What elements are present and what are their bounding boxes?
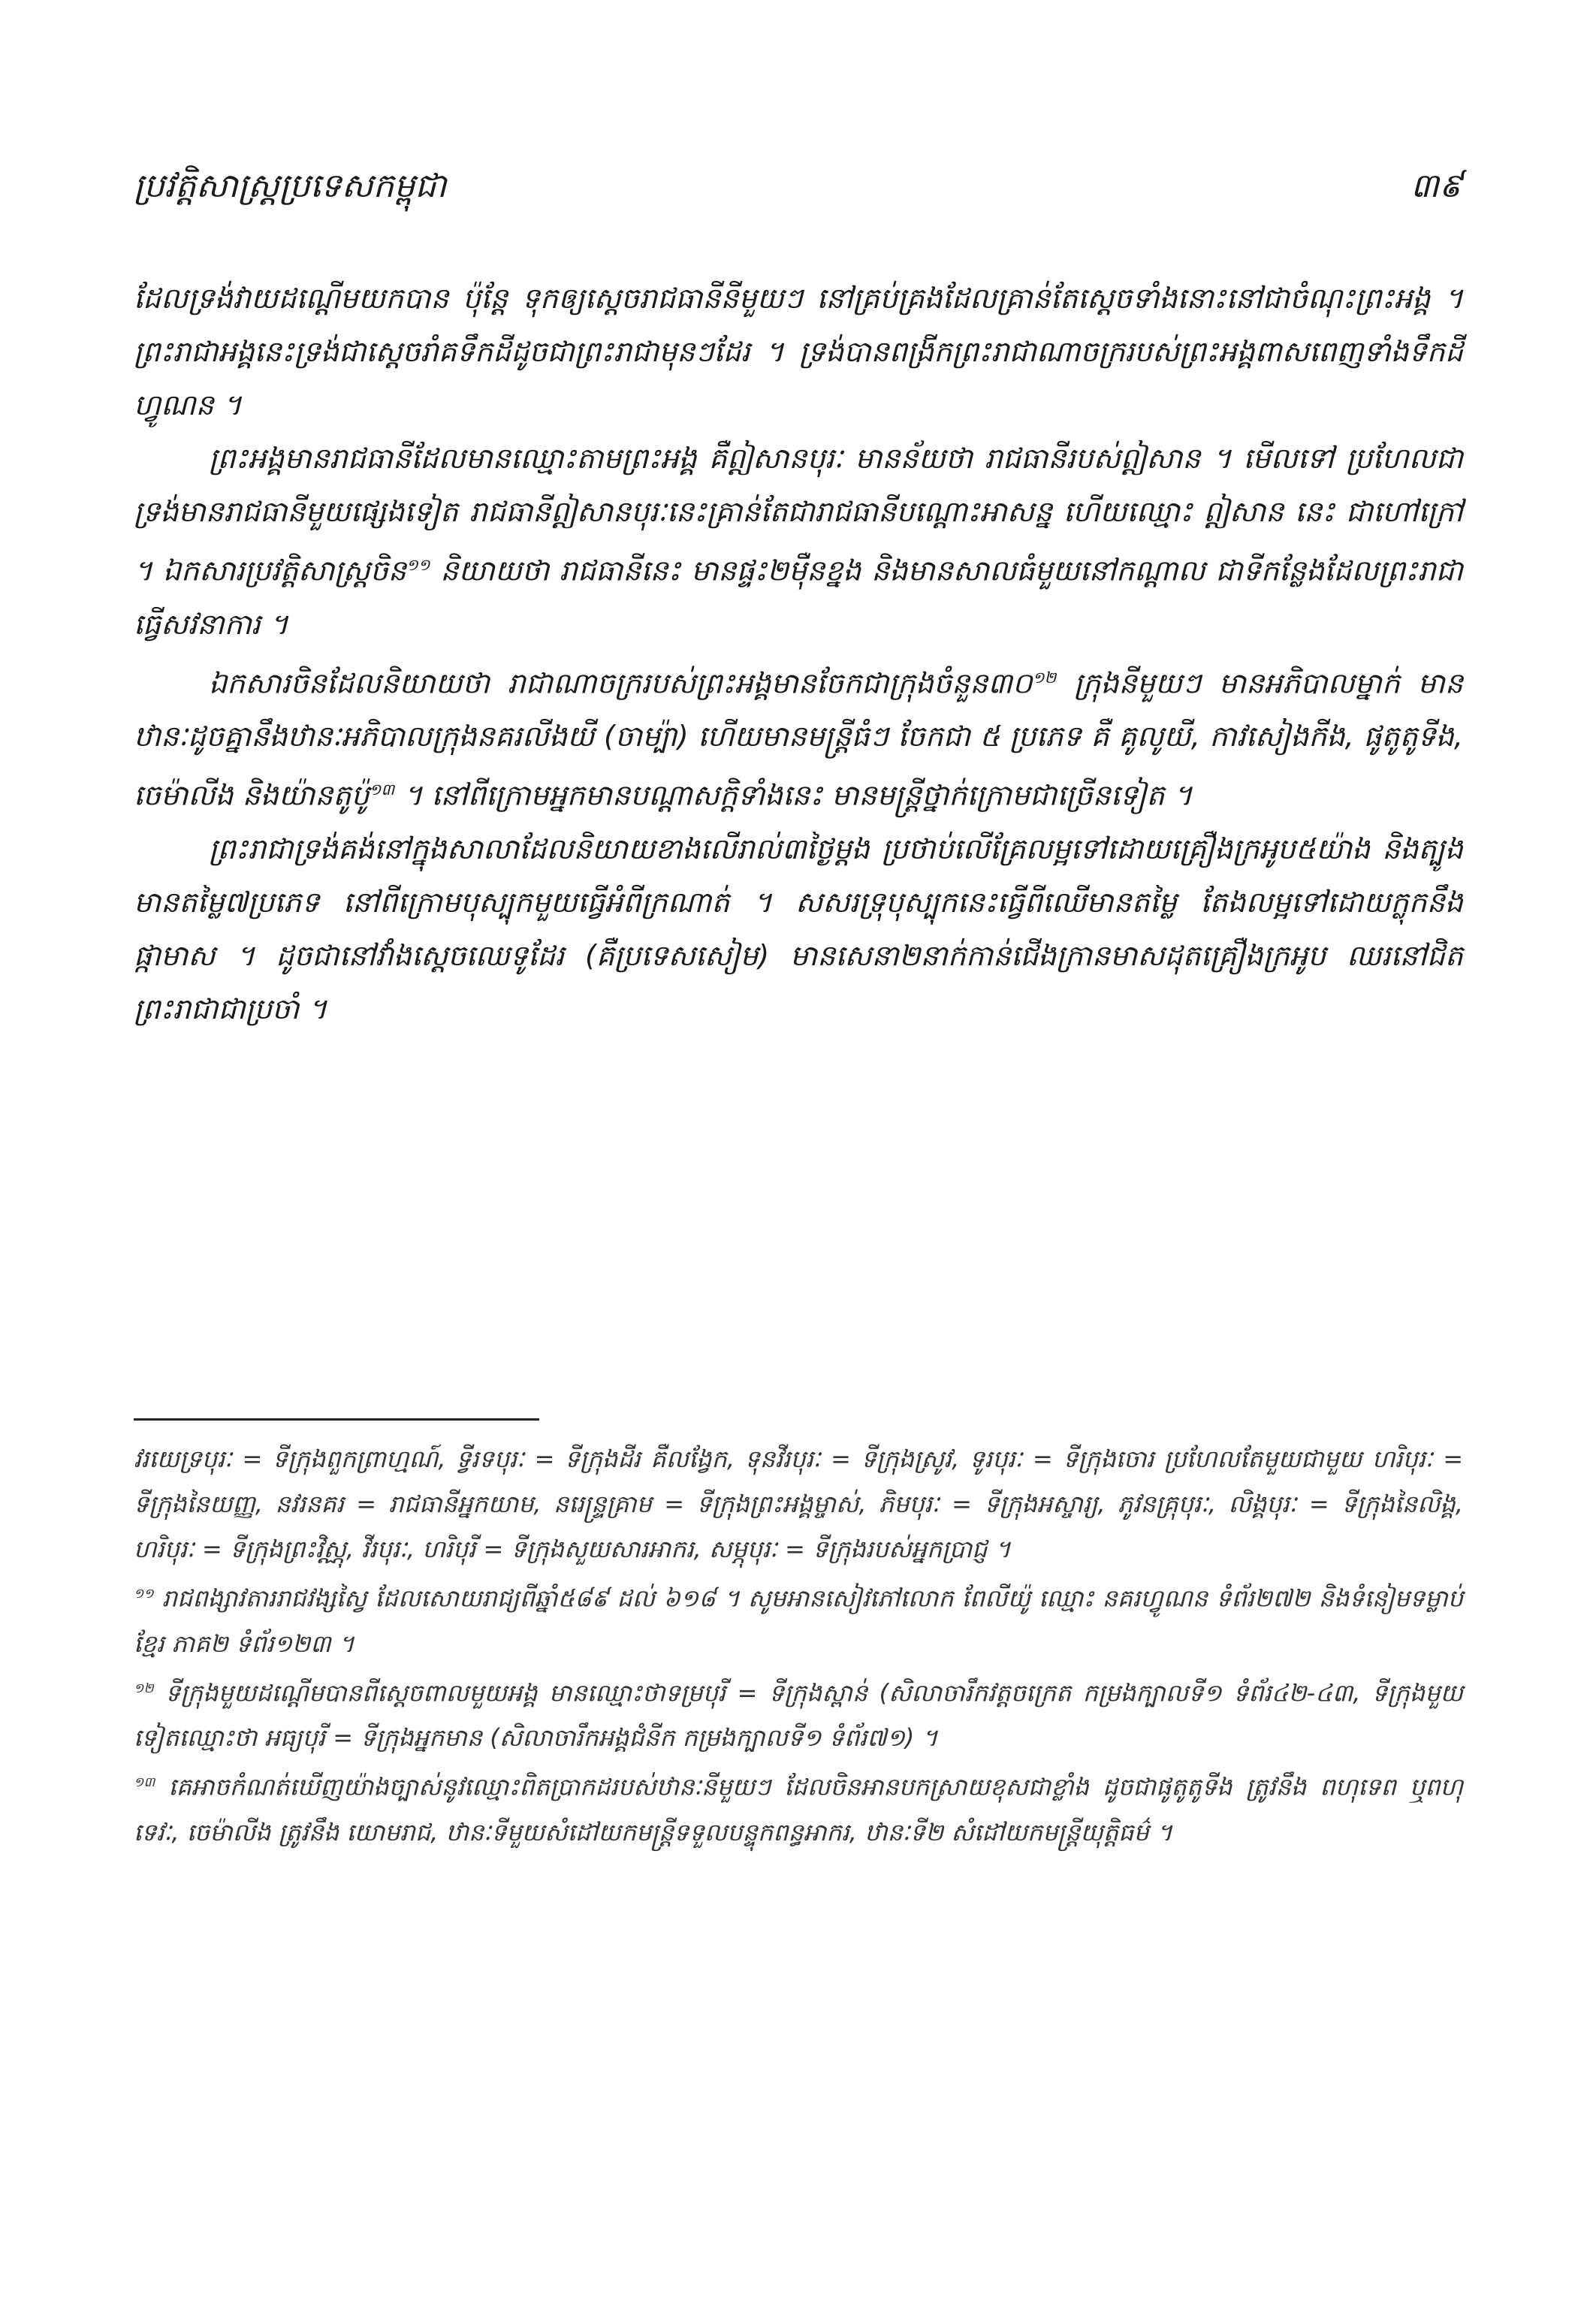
footnote-ref-13: ១៣ — [369, 781, 395, 799]
paragraph-2 — [134, 432, 1463, 651]
paragraph-3-text: ឯកសារចិនដែលនិយាយថា រាជាណាចក្ររបស់ព្រះអង្គមានចែកជាក្រុងចំនួន៣០ — [209, 666, 1033, 700]
paragraph-2-text: ព្រះអង្គមានរាជធានីដែលមានឈ្មោះតាមព្រះអង្គ គឺឦសានបុរៈ មានន័យថា រាជធានីរបស់ឦសាន ។ មើលទៅ ប្រហែលជាទ្រង់មានរាជធានីមួយផ្សេងទៀត រាជធានីឦសានបុរៈនេះគ្រាន់តែជារាជធានីបណ្ដោះអាសន្ន ហើយឈ្មោះ ឦសាន នេះ ជាហៅក្រៅ ។ ឯកសារប្រវត្តិសាស្ត្រចិន — [134, 442, 1463, 587]
paragraph-1: ដែលទ្រង់វាយដណ្ដើមយកបាន ប៉ុន្តែ ទុកឲ្យស្ដេចរាជធានីនីមួយៗ នៅគ្រប់គ្រងដែលគ្រាន់តែស្ដេចទាំងនោះនៅជាចំណុះព្រះអង្គ ។ ព្រះរាជាអង្គនេះទ្រង់ជាស្ដេចរាំគទឹកដីដូចជាព្រះរាជាមុនៗដែរ ។ ទ្រង់បានពង្រីកព្រះរាជាណាចក្ររបស់ព្រះអង្គពាសពេញទាំងទឹកដីហ្វូណន ។ — [134, 282, 1463, 421]
footnote-mark-12: ១២ — [134, 1680, 154, 1696]
footnote-ref-12: ១២ — [1032, 668, 1057, 687]
footnote-mark-11: ១១ — [134, 1587, 154, 1602]
page-header — [134, 159, 1462, 219]
footnotes — [134, 1436, 1463, 1855]
footnote-12 — [134, 1666, 1463, 1761]
footnote-ref-11: ១១ — [406, 556, 430, 574]
body-text — [134, 272, 1463, 1036]
footnote-continued: វរយេទ្របុរៈ = ទីក្រុងពួកព្រាហ្មណ៍, ទ្វីរទបុរៈ = ទីក្រុងដីរ គឺលង្វែក, ទុនវីរបុរៈ = ទីក្រុងស្រូវ, ទូរបុរៈ = ទីក្រុងចោរ ប្រហែលតែមួយជាមួយ ហរិបុរៈ = ទីក្រុងនៃយញ្ញ, នវរនគរ = រាជធានីអ្នកយាម, នរេន្ទ្រគ្រាម = ទីក្រុងព្រះអង្គម្ចាស់, ភិមបុរៈ = ទីក្រុងអស្ចារ្យ, ភូវនគ្រុបុរៈ, លិង្គបុរៈ = ទីក្រុងនៃលិង្គ, ហរិបុរៈ = ទីក្រុងព្រះវិស្ណុ, វីរបុរៈ, ហរិបុរី = ទីក្រុងសួយសារអាករ, សម្ភុបុរៈ = ទីក្រុងរបស់អ្នកប្រាជ្ញ ។ — [134, 1445, 1463, 1563]
running-title: ប្រវត្តិសាស្ត្រប្រទេសកម្ពុជា — [134, 167, 447, 205]
footnote-11-text: រាជពង្សាវតាររាជវង្សស្វៃ ដែលសោយរាជ្យពីឆ្នាំ៥៨៩ ដល់ ៦១៨ ។ សូមអានសៀវភៅលោក ពែលីយ៉ូ ឈ្មោះ នគរហ្វូណន ទំព័រ២៧២ និងទំនៀមទម្លាប់ខ្មែរ ភាគ២ ទំព័រ១២៣ ។ — [134, 1584, 1464, 1658]
paragraph-4: ព្រះរាជាទ្រង់គង់នៅក្នុងសាលាដែលនិយាយខាងលើរាល់៣ថ្ងៃម្ដង ប្រថាប់លើគ្រែលម្អទៅដោយគ្រឿងក្រអូប៥យ៉ាង និងត្បូងមានតម្លៃ៧ប្រភេទ នៅពីក្រោមបុស្បុកមួយធ្វើអំពីក្រណាត់ ។ សសរទ្រុបុស្បុកនេះធ្វើពីឈើមានតម្លៃ តែងលម្អទៅដោយក្លុកនឹងផ្កាមាស ។ ដូចជានៅវាំងស្ដេចឈេទូដែរ (គឺប្រទេសសៀម) មានសេនា២នាក់កាន់ជើងក្រានមាសដុតគ្រឿងក្រអូប ឈរនៅជិតព្រះរាជាជាប្រចាំ ។ — [134, 832, 1463, 1025]
paragraph-2-text-cont: និយាយថា រាជធានីនេះ មានផ្ទះ២ម៉ឺនខ្នង និងមានសាលធំមួយនៅកណ្ដាល ជាទីកន្លែងដែលព្រះរាជាធ្វើសវនាការ ។ — [134, 554, 1463, 641]
footnote-13-text: គេអាចកំណត់ឃើញយ៉ាងច្បាស់នូវឈ្មោះពិតប្រាកដរបស់ឋានៈនីមួយៗ ដែលចិនអានបកស្រាយខុសជាខ្លាំង ដូចជាផូតូតូទីង ត្រូវនឹង ពហុទេព ឬពហុទេវៈ, ចេម៉ាលីង ត្រូវនឹង យោមរាជ, ឋានៈទីមួយសំដៅយកមន្ត្រីទទួលបន្ទុកពន្ធអាករ, ឋានៈទី២ សំដៅយកមន្ត្រីយុត្តិធម៌ ។ — [134, 1772, 1463, 1847]
page-number: ៣៩ — [1410, 167, 1462, 205]
paragraph-3 — [134, 651, 1463, 823]
footnote-separator — [134, 1418, 539, 1421]
paragraph-3-text-cont2: ។ នៅពីក្រោមអ្នកមានបណ្ដាសក្តិទាំងនេះ មានមន្ត្រីថ្នាក់ក្រោមជាច្រើនទៀត ។ — [403, 778, 1193, 812]
footnote-13 — [134, 1760, 1463, 1855]
footnote-mark-13: ១៣ — [134, 1775, 155, 1791]
footnote-11 — [134, 1572, 1463, 1666]
footnote-12-text: ទីក្រុងមួយដណ្ដើមបានពីស្ដេចពាលមួយអង្គ មានឈ្មោះថាទម្របុរី = ទីក្រុងស្ពាន់ (សិលាចារឹកវត្តចក្រេត កម្រងក្បាលទី១ ទំព័រ៤២-៤៣, ទីក្រុងមួយទៀតឈ្មោះថា អធ្យបុរី = ទីក្រុងអ្នកមាន (សិលាចារឹកអង្គជំនីក កម្រងក្បាលទី១ ទំព័រ៧១) ។ — [134, 1678, 1463, 1753]
paragraph-3-text-cont: ក្រុងនីមួយៗ មានអភិបាលម្នាក់ មានឋានៈដូចគ្នានឹងឋានៈអភិបាលក្រុងនគរលីងយី (ចាម្ប៉ា) ហើយមានមន្ត្រីធំៗ ចែកជា ៥ ប្រភេទ គឺ គូលូយី, កាវសៀងកីង, ផូតូតូទីង, ចេម៉ាលីង និងយ៉ានតូប៉ូ — [134, 666, 1463, 812]
